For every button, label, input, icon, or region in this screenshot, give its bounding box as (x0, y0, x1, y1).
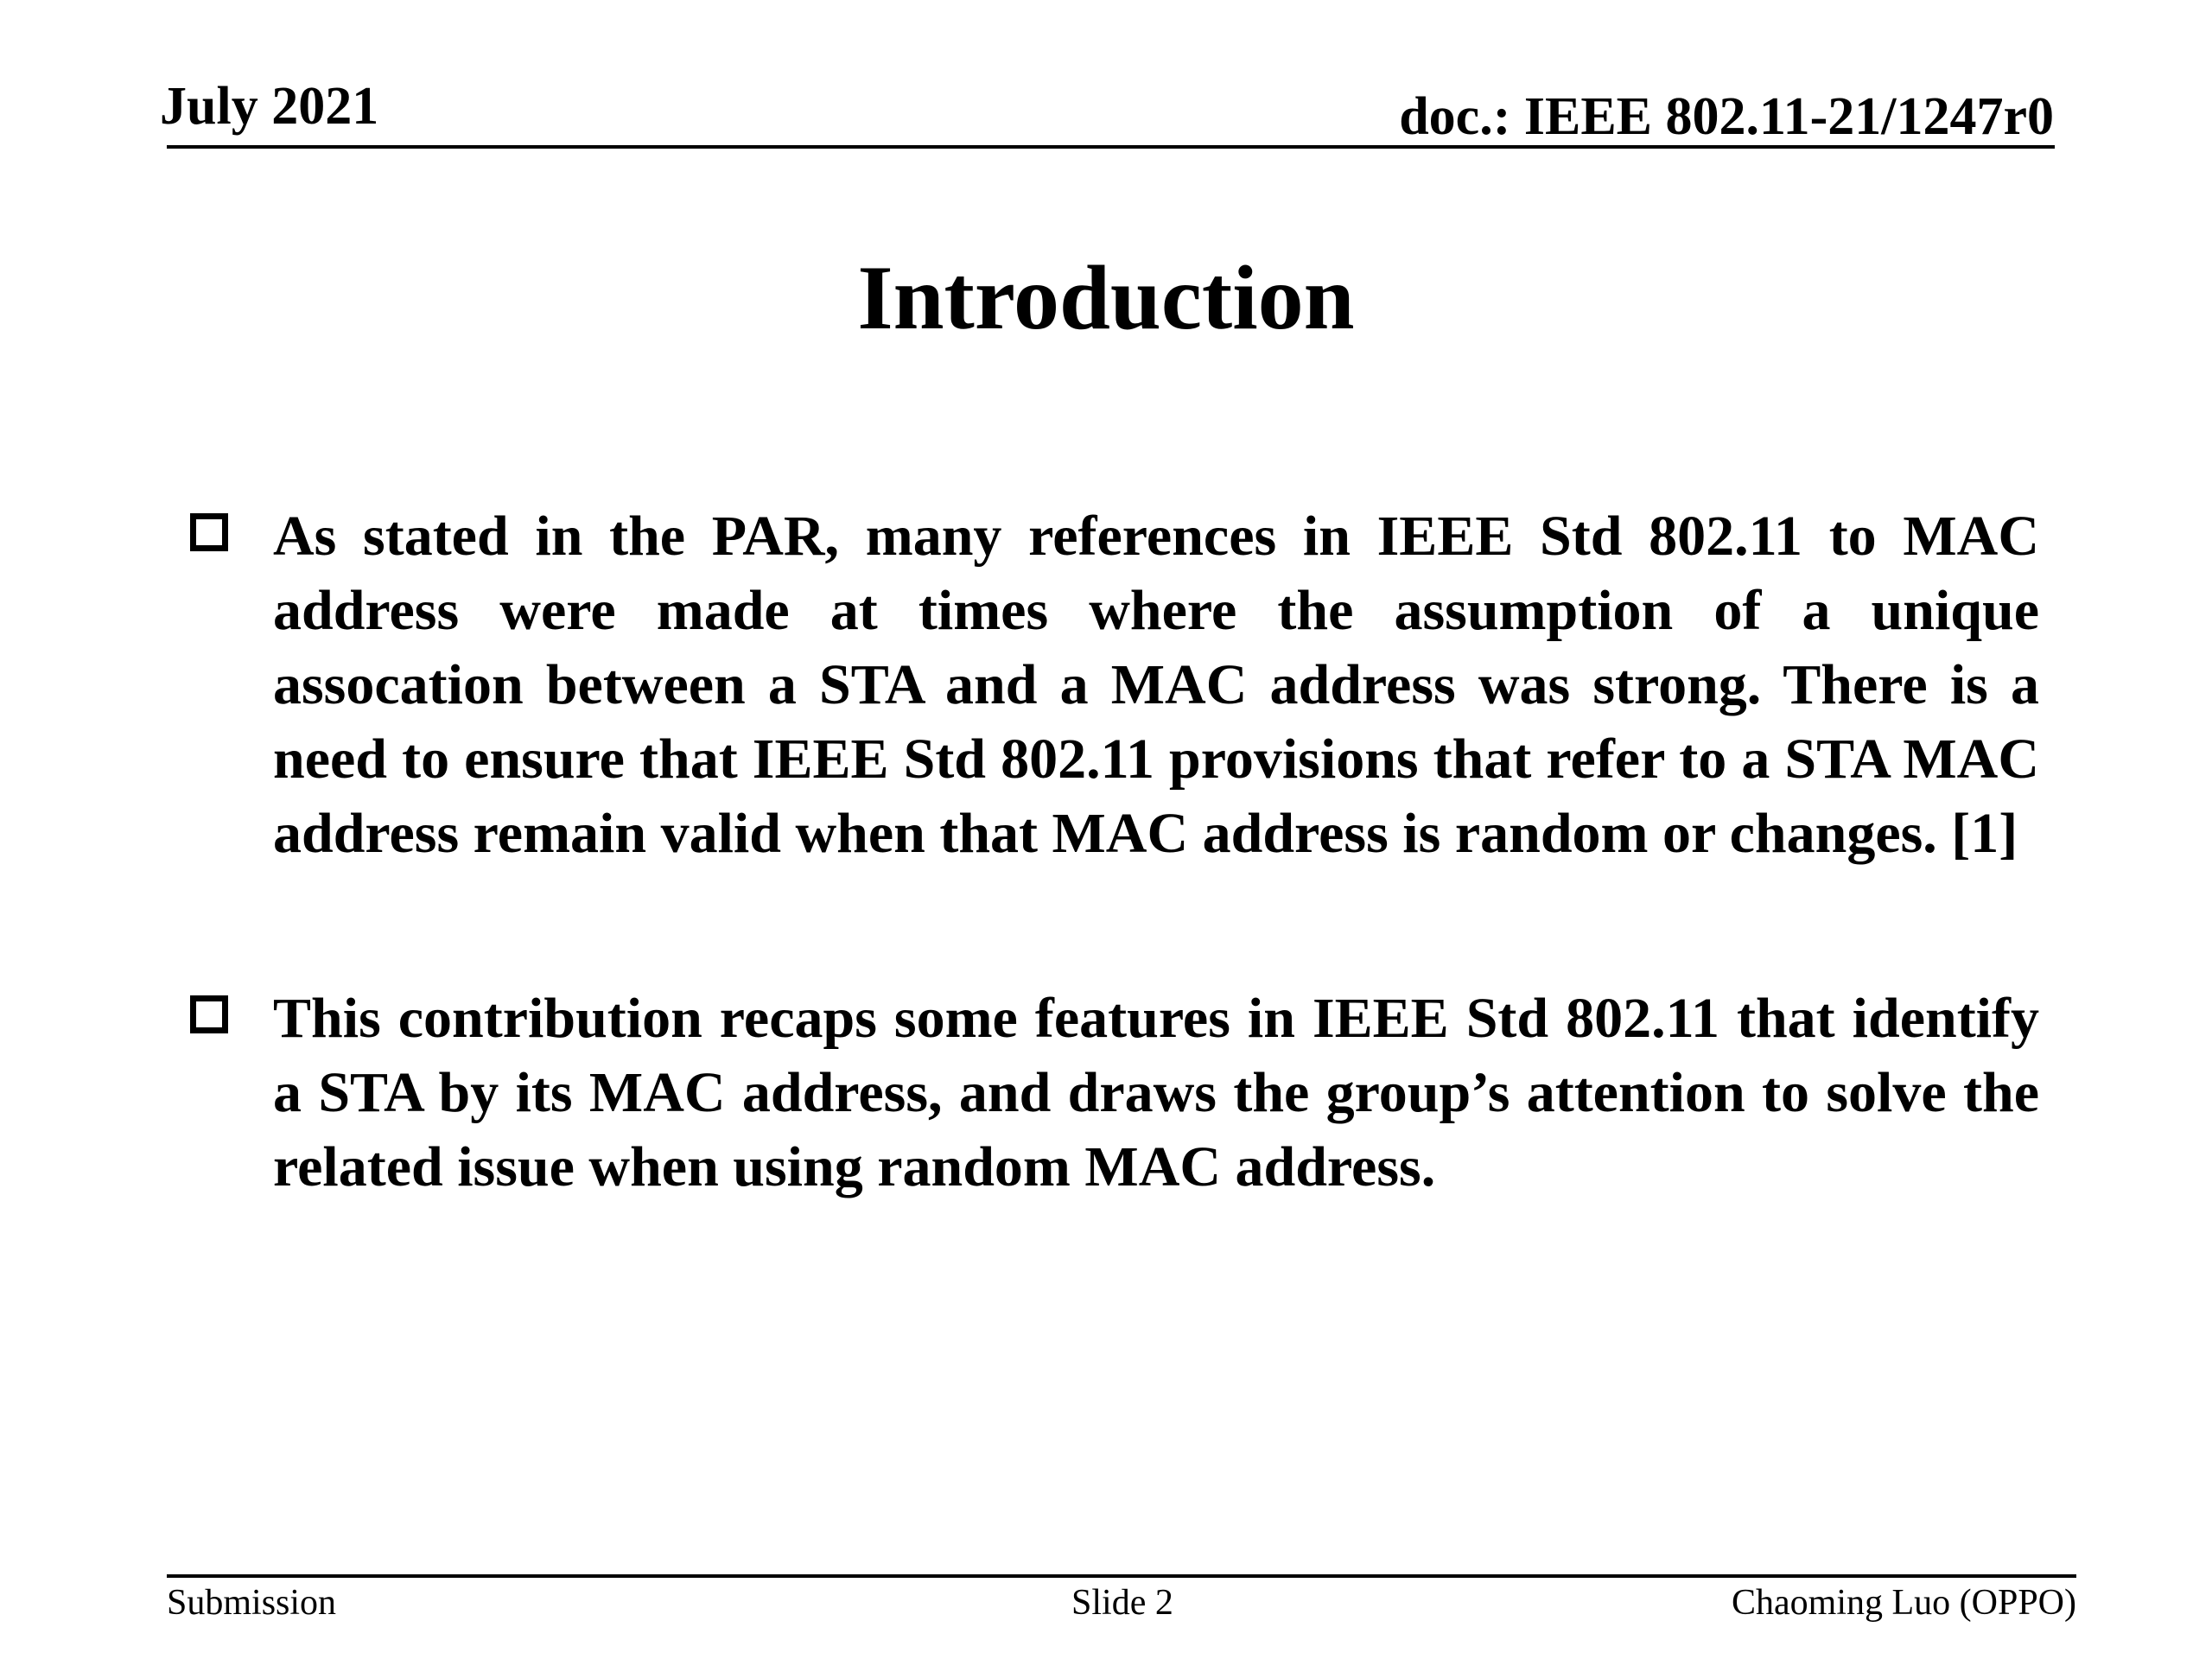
hollow-square-bullet-icon (190, 995, 228, 1033)
bullet-item (190, 499, 2039, 871)
hollow-square-bullet-icon (190, 513, 228, 551)
bullet-list (190, 499, 2039, 1315)
bullet-item (190, 982, 2039, 1205)
header-divider (167, 145, 2055, 149)
footer-author: Chaoming Luo (OPPO) (1732, 1583, 2076, 1623)
header-date: July 2021 (160, 77, 379, 136)
footer-slide-number: Slide 2 (1071, 1583, 1173, 1623)
footer-divider (167, 1574, 2076, 1578)
slide-title: Introduction (857, 247, 1355, 348)
footer-submission: Submission (167, 1583, 337, 1623)
bullet-text: This contribution recaps some features in IEEE Std 802.11 that identify a STA by its MAC address, and draws the group’s attention to solve the related issue when using random MAC address. (273, 987, 2039, 1198)
bullet-text: As stated in the PAR, many references in IEEE Std 802.11 to MAC address were made at times where the assumption of a unique assocation between a STA and a MAC address was strong. There is a need to ensure that IEEE Std 802.11 provisions that refer to a STA MAC address remain valid when that MAC address is random or changes. [1] (273, 505, 2039, 865)
header-doc-id: doc.: IEEE 802.11-21/1247r0 (1399, 87, 2054, 146)
